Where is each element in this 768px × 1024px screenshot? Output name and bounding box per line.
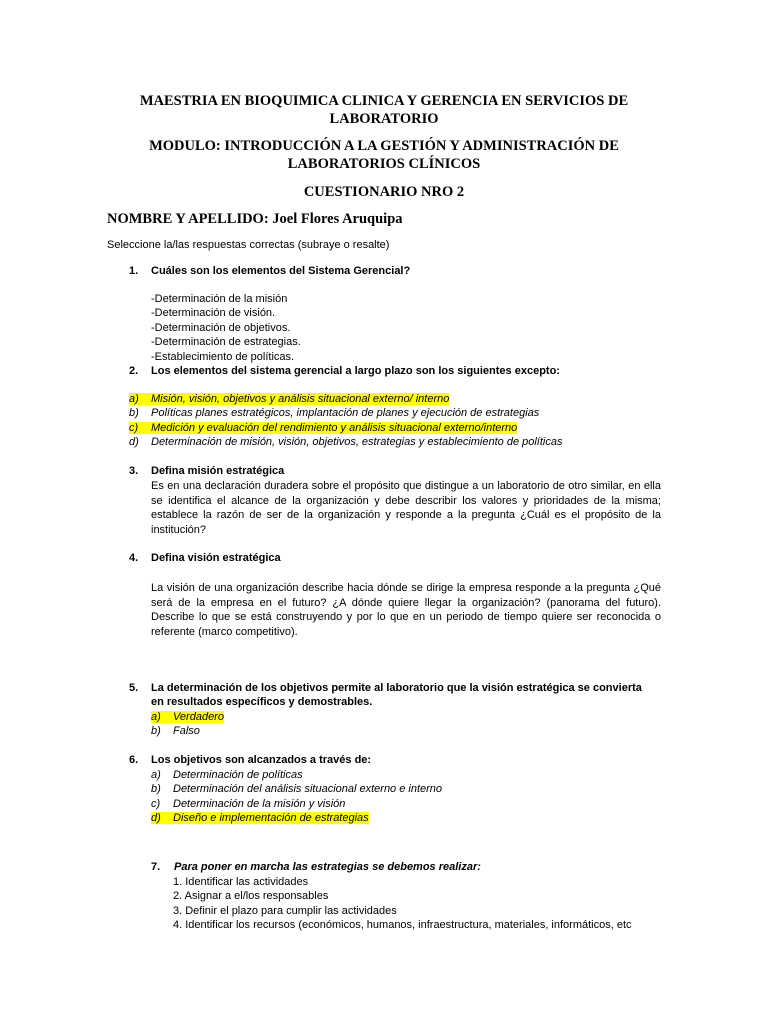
- option-text: Verdadero: [173, 711, 224, 723]
- option-text: Falso: [173, 725, 200, 737]
- q7-item: 4. Identificar los recursos (económicos, humanos, infraestructura, materiales, informáticos, etc: [173, 919, 632, 931]
- q5-option-b: [151, 724, 200, 739]
- q6-text: Los objetivos son alcanzados a través de:: [151, 754, 372, 766]
- option-text: Determinación de políticas: [173, 769, 303, 781]
- q5-number: 5.: [129, 682, 139, 694]
- module-title: MODULO: INTRODUCCIÓN A LA GESTIÓN Y ADMINISTRACIÓN DE LABORATORIOS CLÍNICOS: [149, 138, 619, 172]
- q1-item: -Determinación de la misión: [151, 293, 288, 305]
- q5-text-line2: en resultados específicos y demostrables.: [151, 696, 373, 708]
- q1-number: 1.: [129, 265, 139, 277]
- option-text: Determinación de la misión y visión: [173, 798, 346, 810]
- option-letter: d): [151, 812, 161, 824]
- q1-text: Cuáles son los elementos del Sistema Gerencial?: [151, 265, 411, 277]
- program-title: MAESTRIA EN BIOQUIMICA CLINICA Y GERENCIA EN SERVICIOS DE LABORATORIO: [139, 93, 629, 127]
- q6-option-b: [151, 782, 442, 797]
- q6-option-c: [151, 797, 345, 812]
- q2-number: 2.: [129, 365, 139, 377]
- q4-number: 4.: [129, 552, 139, 564]
- q1-item: -Establecimiento de políticas.: [151, 351, 295, 363]
- student-name: NOMBRE Y APELLIDO: Joel Flores Aruquipa: [107, 211, 403, 227]
- option-letter: b): [129, 407, 139, 419]
- q4-answer: La visión de una organización describe hacia dónde se dirige la empresa responde a la pregunta ¿Qué será de la empresa en el futuro? ¿A dónde quiere llegar la organización? (panorama del futuro). Describe lo que se está construyendo y por lo que en un periodo de tiempo quiere ser reconocida o referente (marco competitivo).: [151, 582, 661, 638]
- option-letter: d): [129, 436, 139, 448]
- option-text: Misión, visión, objetivos y análisis situacional externo/ interno: [151, 393, 450, 405]
- q1-item: -Determinación de objetivos.: [151, 322, 291, 334]
- q3-text: Defina misión estratégica: [151, 465, 285, 477]
- option-letter: c): [129, 422, 139, 434]
- q3-number: 3.: [129, 465, 139, 477]
- q7-item: 1. Identificar las actividades: [173, 876, 309, 888]
- q5-text-line1: La determinación de los objetivos permite al laboratorio que la visión estratégica se convierta: [151, 682, 642, 694]
- option-text: Determinación de misión, visión, objetivos, estrategias y establecimiento de políticas: [151, 436, 563, 448]
- q2-option-a: [129, 392, 449, 407]
- option-letter: a): [151, 711, 161, 723]
- option-letter: a): [151, 769, 161, 781]
- q2-text: Los elementos del sistema gerencial a largo plazo son los siguientes excepto:: [151, 365, 560, 377]
- option-text: Políticas planes estratégicos, implantación de planes y ejecución de estrategias: [151, 407, 540, 419]
- option-letter: b): [151, 725, 161, 737]
- q2-option-b: [129, 406, 539, 421]
- q2-option-c: [129, 421, 517, 436]
- option-text: Medición y evaluación del rendimiento y análisis situacional externo/interno: [151, 422, 518, 434]
- questionnaire-title: CUESTIONARIO NRO 2: [303, 184, 465, 200]
- q5-option-a: [151, 710, 224, 725]
- q1-item: -Determinación de estrategias.: [151, 336, 301, 348]
- q6-option-a: [151, 768, 303, 783]
- option-text: Determinación del análisis situacional externo e interno: [173, 783, 443, 795]
- q6-option-d: [151, 811, 369, 826]
- option-text: Diseño e implementación de estrategias: [173, 812, 369, 824]
- q1-item: -Determinación de visión.: [151, 307, 276, 319]
- option-letter: c): [151, 798, 161, 810]
- option-letter: a): [129, 393, 139, 405]
- q4-text: Defina visión estratégica: [151, 552, 281, 564]
- q3-answer: Es en una declaración duradera sobre el propósito que distingue a un laboratorio de otro similar, en ella se identifica el alcance de la organización y debe describir los valores y prioridades de la misma; establece la razón de ser de la organización y responde a la pregunta ¿Cuál es el propósito de la institución?: [151, 480, 661, 536]
- q7-item: 2. Asignar a el/los responsables: [173, 890, 329, 902]
- q7-number: 7.: [151, 861, 161, 873]
- option-letter: b): [151, 783, 161, 795]
- q7-item: 3. Definir el plazo para cumplir las actividades: [173, 905, 397, 917]
- q7-text: Para poner en marcha las estrategias se debemos realizar:: [174, 861, 481, 873]
- q2-option-d: [129, 435, 562, 450]
- instructions: Seleccione la/las respuestas correctas (subraye o resalte): [107, 239, 390, 251]
- q6-number: 6.: [129, 754, 139, 766]
